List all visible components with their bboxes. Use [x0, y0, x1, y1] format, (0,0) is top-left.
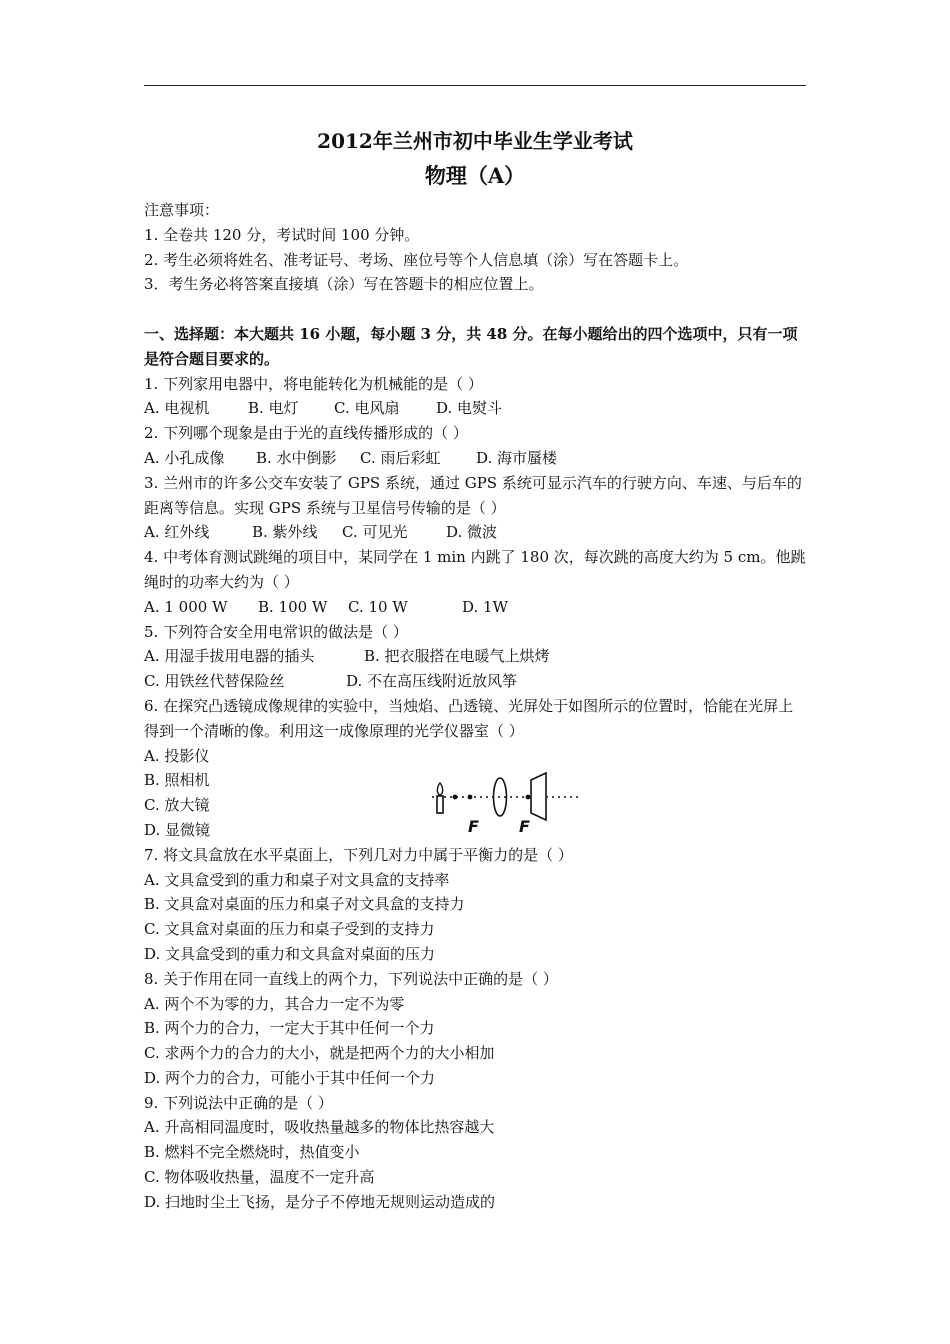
option-row — [144, 520, 808, 545]
option: D. 文具盒受到的重力和文具盒对桌面的压力 — [144, 944, 436, 963]
option: D. 显微镜 — [144, 820, 211, 839]
header-rule — [144, 85, 806, 86]
note-item: 3．考生务必将答案直接填（涂）写在答题卡的相应位置上。 — [144, 275, 544, 294]
question-stem: 1. 下列家用电器中，将电能转化为机械能的是（ ） — [144, 374, 483, 393]
option: B. 把衣服搭在电暖气上烘烤 — [364, 647, 550, 666]
option: C. 求两个力的合力的大小，就是把两个力的大小相加 — [144, 1044, 495, 1063]
option: C. 文具盒对桌面的压力和桌子受到的支持力 — [144, 920, 435, 939]
option: B. 文具盒对桌面的压力和桌子对文具盒的支持力 — [144, 895, 465, 914]
option: A. 升高相同温度时，吸收热量越多的物体比热容越大 — [144, 1118, 495, 1137]
screen-icon — [531, 773, 546, 820]
option: B. 燃料不完全燃烧时，热值变小 — [144, 1143, 360, 1162]
question-stem: 7. 将文具盒放在水平桌面上，下列几对力中属于平衡力的是（ ） — [144, 845, 573, 864]
question-stem: 3. 兰州市的许多公交车安装了 GPS 系统，通过 GPS 系统可显示汽车的行驶方向、车速、与后车的距离等信息。实现 GPS 系统与卫星信号传输的是（ ） — [144, 473, 802, 517]
focal-point-left — [453, 795, 458, 800]
option: C. 可见光 — [342, 523, 408, 542]
candle-icon — [437, 783, 443, 813]
option: C. 10 W — [348, 597, 408, 616]
option: A. 用湿手拔用电器的插头 — [144, 647, 315, 666]
question-stem: 9. 下列说法中正确的是（ ） — [144, 1093, 333, 1112]
option: D. 扫地时尘土飞扬，是分子不停地无规则运动造成的 — [144, 1192, 496, 1211]
option: D. 微波 — [446, 523, 498, 542]
question-stem: 6. 在探究凸透镜成像规律的实验中，当烛焰、凸透镜、光屏处于如图所示的位置时，恰能在光屏上得到一个清晰的像。利用这一成像原理的光学仪器室（ ） — [144, 696, 794, 740]
option: B. 水中倒影 — [256, 448, 337, 467]
note-item: 2. 考生必须将姓名、准考证号、考场、座位号等个人信息填（涂）写在答题卡上。 — [144, 250, 689, 269]
option: D. 1W — [462, 597, 508, 616]
question-stem: 8. 关于作用在同一直线上的两个力，下列说法中正确的是（ ） — [144, 969, 558, 988]
option: C. 雨后彩虹 — [360, 448, 441, 467]
option: A. 1 000 W — [144, 597, 228, 616]
option: A. 两个不为零的力，其合力一定不为零 — [144, 994, 405, 1013]
option-row — [144, 446, 808, 471]
option: B. 100 W — [258, 597, 328, 616]
option-row — [144, 396, 808, 421]
option: C. 放大镜 — [144, 796, 210, 815]
question-stem: 5. 下列符合安全用电常识的做法是（ ） — [144, 622, 408, 641]
option: A. 小孔成像 — [144, 448, 225, 467]
section-heading: 一、选择题：本大题共 16 小题，每小题 3 分，共 48 分。在每小题给出的四个选项中，只有一项是符合题目要求的。 — [144, 324, 798, 368]
focal-label-right: F — [519, 817, 530, 836]
option: C. 电风扇 — [334, 399, 400, 418]
option-row — [144, 595, 808, 620]
lens-figure — [430, 770, 590, 836]
option: A. 红外线 — [144, 523, 210, 542]
focal-label-left: F — [468, 817, 479, 836]
exam-content — [144, 198, 808, 1215]
option: B. 照相机 — [144, 771, 210, 790]
option: D. 不在高压线附近放风筝 — [346, 672, 518, 691]
option: A. 投影仪 — [144, 746, 210, 765]
double-focal-point — [468, 795, 473, 800]
option: B. 电灯 — [248, 399, 299, 418]
option-row — [144, 669, 808, 694]
option: D. 电熨斗 — [436, 399, 503, 418]
option: A. 电视机 — [144, 399, 210, 418]
option: C. 用铁丝代替保险丝 — [144, 672, 285, 691]
option: C. 物体吸收热量，温度不一定升高 — [144, 1168, 375, 1187]
option: B. 两个力的合力，一定大于其中任何一个力 — [144, 1019, 435, 1038]
notes-heading: 注意事项： — [144, 201, 220, 219]
option: D. 海市蜃楼 — [476, 448, 558, 467]
question-stem: 4. 中考体育测试跳绳的项目中，某同学在 1 min 内跳了 180 次，每次跳的高度大约为 5 cm。他跳绳时的功率大约为（ ） — [144, 548, 806, 591]
focal-point-right — [526, 795, 531, 800]
option: D. 两个力的合力，可能小于其中任何一个力 — [144, 1068, 436, 1087]
option: A. 文具盒受到的重力和桌子对文具盒的支持率 — [144, 870, 450, 889]
question-stem: 2. 下列哪个现象是由于光的直线传播形成的（ ） — [144, 424, 468, 443]
option: B. 紫外线 — [252, 523, 318, 542]
exam-title: 2012年兰州市初中毕业生学业考试 — [317, 129, 633, 153]
exam-subtitle: 物理（A） — [424, 163, 526, 188]
option-row — [144, 644, 808, 669]
note-item: 1. 全卷共 120 分，考试时间 100 分钟。 — [144, 225, 420, 244]
